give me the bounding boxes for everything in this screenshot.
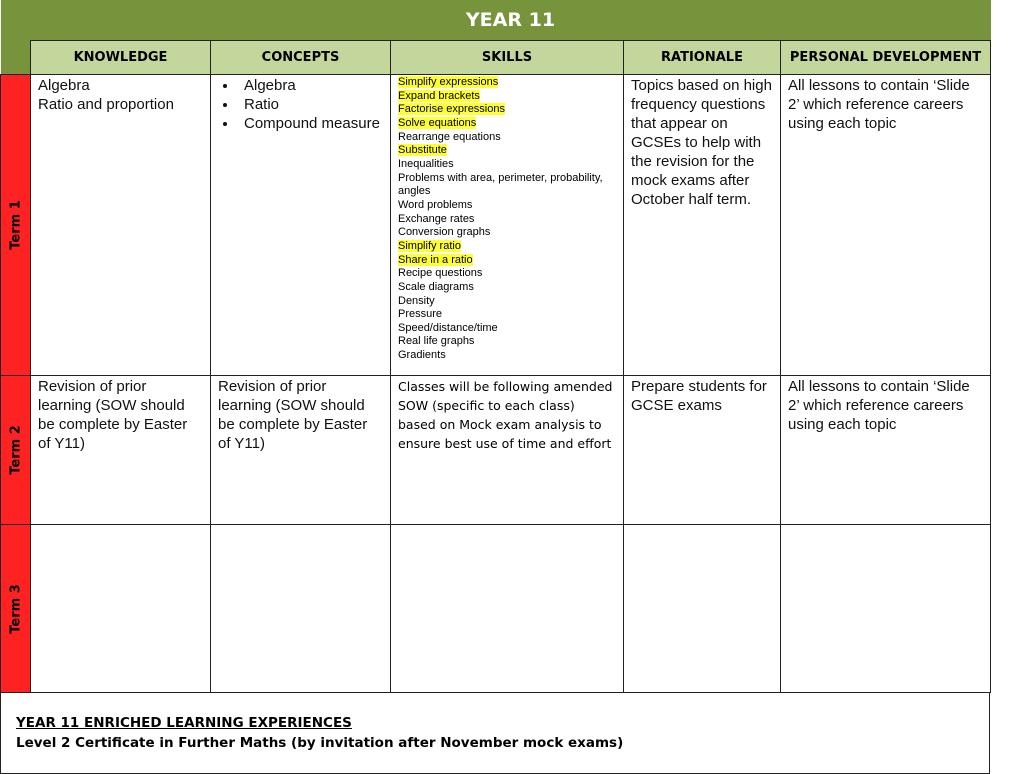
skill-item: [398, 76, 616, 90]
skill-text: Recipe questions: [398, 267, 483, 280]
skill-text: Scale diagrams: [398, 280, 474, 293]
term-1-rationale: Topics based on high frequency questions that appear on GCSEs to help with the revision for the mock exams after October half term.: [624, 75, 781, 376]
skill-text: Word problems: [398, 198, 473, 211]
enriched-learning-box: [0, 692, 990, 774]
skill-item: [398, 103, 616, 117]
skill-item: [398, 144, 616, 158]
term-2-rationale: Prepare students for GCSE exams: [624, 376, 781, 525]
skill-item: [398, 322, 616, 336]
page-title: YEAR 11: [31, 0, 991, 41]
knowledge-item: Algebra: [38, 77, 90, 94]
knowledge-item: Ratio and proportion: [38, 96, 174, 113]
skill-text: Factorise expressions: [398, 103, 505, 116]
skill-item: [398, 131, 616, 145]
skill-item: [398, 335, 616, 349]
term-3-concepts: [211, 525, 391, 693]
header-rationale: RATIONALE: [624, 41, 781, 75]
term-1-knowledge: [31, 75, 211, 376]
skill-text: Problems with area, perimeter, probability, angles: [398, 171, 603, 198]
enriched-text: Level 2 Certificate in Further Maths (by invitation after November mock exams): [16, 735, 624, 751]
skill-text: Expand brackets: [398, 89, 480, 102]
skill-text: Share in a ratio: [398, 253, 473, 266]
skill-item: [398, 308, 616, 322]
header-concepts: CONCEPTS: [211, 41, 391, 75]
skill-text: Gradients: [398, 349, 446, 362]
skill-text: Substitute: [398, 144, 447, 157]
header-knowledge: KNOWLEDGE: [31, 41, 211, 75]
concept-item: • Compound measure: [238, 114, 383, 133]
enriched-heading: YEAR 11 ENRICHED LEARNING EXPERIENCES: [16, 715, 352, 731]
concept-item: • Ratio: [238, 95, 383, 114]
skill-item: [398, 117, 616, 131]
skill-text: Density: [398, 294, 435, 307]
skill-item: [398, 281, 616, 295]
term-1-row: [1, 75, 991, 376]
skill-item: [398, 240, 616, 254]
header-skills: SKILLS: [391, 41, 624, 75]
skill-item: [398, 172, 616, 199]
skill-text: Rearrange equations: [398, 130, 501, 143]
term-1-skills: [391, 75, 624, 376]
term-2-label: Term 2: [1, 376, 31, 525]
skill-item: [398, 158, 616, 172]
term-3-knowledge: [31, 525, 211, 693]
skill-text: Solve equations: [398, 116, 477, 129]
skill-text: Inequalities: [398, 157, 454, 170]
corner-cell: [1, 0, 31, 41]
skill-text: Simplify ratio: [398, 239, 461, 252]
term-3-row: [1, 525, 991, 693]
skill-item: [398, 90, 616, 104]
skill-text: Pressure: [398, 308, 443, 321]
term-1-personal-development: All lessons to contain ‘Slide 2’ which reference careers using each topic: [781, 75, 991, 376]
term-3-rationale: [624, 525, 781, 693]
corner-cell: [1, 41, 31, 75]
term-1-concepts: [211, 75, 391, 376]
skill-text: Conversion graphs: [398, 226, 491, 239]
skill-item: [398, 254, 616, 268]
term-2-personal-development: All lessons to contain ‘Slide 2’ which reference careers using each topic: [781, 376, 991, 525]
term-3-skills: [391, 525, 624, 693]
term-3-label: Term 3: [1, 525, 31, 693]
skill-text: Real life graphs: [398, 335, 475, 348]
term-2-skills: Classes will be following amended SOW (specific to each class) based on Mock exam analysis to ensure best use of time and effort: [391, 376, 624, 525]
skill-item: [398, 349, 616, 363]
header-personal-development: PERSONAL DEVELOPMENT: [781, 41, 991, 75]
term-2-row: [1, 376, 991, 525]
skill-item: [398, 295, 616, 309]
term-2-knowledge: Revision of prior learning (SOW should be complete by Easter of Y11): [31, 376, 211, 525]
skill-item: [398, 267, 616, 281]
skill-item: [398, 213, 616, 227]
skill-item: [398, 199, 616, 213]
concept-item: • Algebra: [238, 76, 383, 95]
term-3-personal-development: [781, 525, 991, 693]
skill-text: Simplify expressions: [398, 76, 499, 88]
skill-item: [398, 226, 616, 240]
term-1-label: Term 1: [1, 75, 31, 376]
skill-text: Speed/distance/time: [398, 321, 498, 334]
term-2-concepts: Revision of prior learning (SOW should be complete by Easter of Y11): [211, 376, 391, 525]
skill-text: Exchange rates: [398, 212, 475, 225]
